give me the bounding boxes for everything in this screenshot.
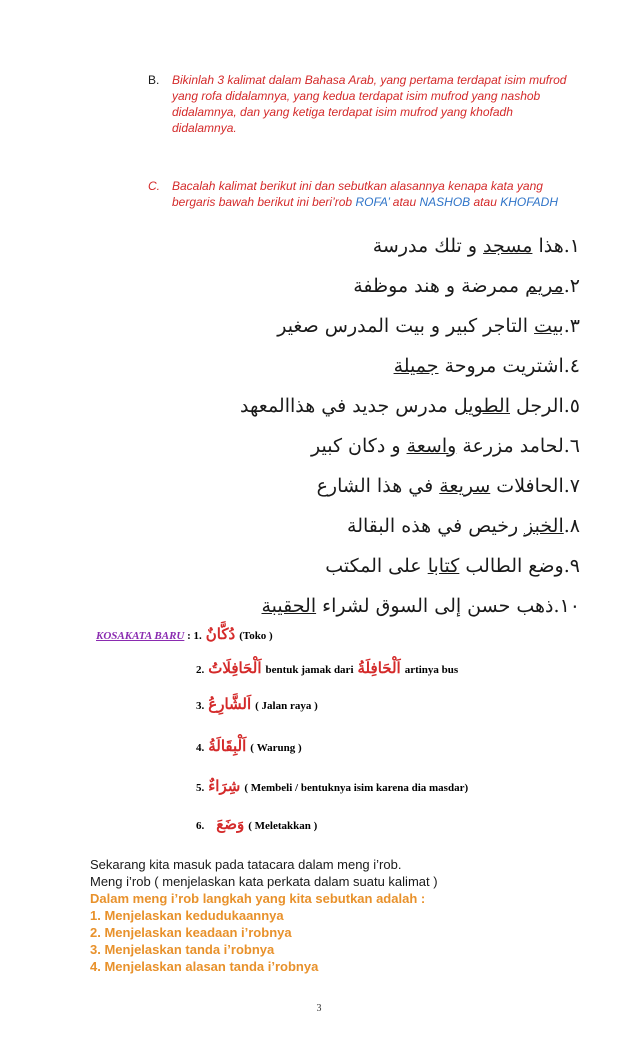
vocab-arabic: اَلشَّارِعُ [208,695,252,713]
vocab-meaning-2: artinya bus [404,664,459,676]
sentence-number: ٣. [563,315,580,337]
sentence-post: ممرضة و هند موظفة [353,275,526,297]
underlined-word: واسعة [406,435,457,457]
sentence-number: ٥. [563,395,580,417]
vocab-num: 6. [196,820,205,832]
vocab-arabic: شِرَاءٌ [208,777,241,795]
instruction-b-text: Bikinlah 3 kalimat dalam Bahasa Arab, yang pertama terdapat isim mufrod yang rofa didalamnya, yang kedua terdapat isim mufrod yang nashob didalamnya, dan yang ketiga terdapat isim mufrod yang khofadh didalamnya. [172,73,567,135]
sentence-post: مدرس جديد في هذاالمعهد [240,395,454,417]
sentence-number: ٨. [563,515,580,537]
sentence-pre: الرجل [510,395,564,417]
sentence-post: في هذا الشارع [316,475,440,497]
sentence-pre: ذهب حسن إلى السوق لشراء [316,595,554,617]
sentence-post: على المكتب [325,555,428,577]
arabic-sentence [100,466,580,506]
underlined-word: مريم [525,275,564,297]
sentence-pre: اشتريت مروحة [438,355,564,377]
sentence-pre: الحافلات [490,475,564,497]
underlined-word: مسجد [483,235,533,257]
instruction-c [148,178,588,210]
irob-intro-line-1: Sekarang kita masuk pada tatacara dalam meng i’rob. [90,857,402,872]
vocab-item [96,622,273,646]
sentence-number: ٦. [563,435,580,457]
vocab-num: 3. [196,700,205,712]
vocab-meaning: ( Membeli / bentuknya isim karena dia masdar) [244,782,469,794]
sentence-number: ٩. [563,555,580,577]
vocab-item [196,656,458,680]
arabic-sentence [100,266,580,306]
instruction-c-text: Bacalah kalimat berikut ini dan sebutkan alasannya kenapa kata yang bergaris bawah berikut ini beri’rob [172,179,543,209]
arabic-sentence [100,346,580,386]
sentence-post: و تلك مدرسة [372,235,484,257]
vocab-num: 2. [196,664,205,676]
atau-2: atau [470,195,501,209]
nashob-term: NASHOB [419,195,471,209]
irob-step: 1. Menjelaskan kedudukaannya [90,908,284,923]
vocab-item [196,734,302,758]
vocab-item [196,692,318,716]
vocab-arabic: اَلْبِقَالَةُ [208,737,247,755]
underlined-word: كتابا [427,555,460,577]
arabic-sentence [100,506,580,546]
sentence-number: ٢. [563,275,580,297]
vocab-meaning: ( Meletakkan ) [248,820,318,832]
instruction-c-label: C. [148,179,160,193]
rofa-term: ROFA’ [355,195,390,209]
sentence-number: ٧. [563,475,580,497]
vocab-arabic: وَضَعَ [216,815,245,833]
vocab-meaning: ( Jalan raya ) [255,700,318,712]
arabic-sentence [100,386,580,426]
vocab-arabic-singular: اَلْحَافِلَةُ [357,659,401,677]
underlined-word: سريعة [439,475,491,497]
vocab-arabic: اَلْحَافِلَاتُ [208,659,262,677]
vocab-colon: : [184,630,194,642]
irob-step: 4. Menjelaskan alasan tanda i’robnya [90,959,319,974]
sentence-post: رخيص في هذه البقالة [347,515,525,537]
underlined-word: الحقيبة [261,595,317,617]
irob-step: 2. Menjelaskan keadaan i’robnya [90,925,292,940]
vocab-num: 1. [193,630,202,642]
underlined-word: جميلة [393,355,439,377]
instruction-b-label: B. [148,73,160,87]
sentence-pre: هذا [532,235,564,257]
sentence-number: ٤. [563,355,580,377]
sentence-post: و دكان كبير [311,435,407,457]
arabic-sentence [100,306,580,346]
vocab-meaning: (Toko ) [239,630,273,642]
underlined-word: الخبز [524,515,564,537]
vocab-meaning: bentuk jamak dari [265,664,354,676]
sentence-pre: لحامد مزرعة [456,435,564,457]
vocab-title: KOSAKATA BARU [96,630,185,642]
irob-section [90,856,570,975]
arabic-sentence [100,546,580,586]
sentence-number: ١. [563,235,580,257]
arabic-sentence [100,426,580,466]
sentence-pre: وضع الطالب [459,555,564,577]
arabic-sentence-list [100,226,580,626]
atau-1: atau [389,195,420,209]
irob-intro-line-2: Meng i’rob ( menjelaskan kata perkata dalam suatu kalimat ) [90,874,438,889]
vocab-num: 4. [196,742,205,754]
vocab-item [196,812,317,836]
vocab-num: 5. [196,782,205,794]
sentence-number: ١٠. [553,595,580,617]
vocab-meaning: ( Warung ) [250,742,302,754]
page-number: 3 [316,1003,322,1014]
arabic-sentence [100,226,580,266]
khofadh-term: KHOFADH [500,195,558,209]
arabic-sentence [100,586,580,626]
underlined-word: الطويل [453,395,510,417]
irob-intro-line-3: Dalam meng i’rob langkah yang kita sebutkan adalah : [90,891,426,906]
underlined-word: بيت [534,315,564,337]
irob-step: 3. Menjelaskan tanda i’robnya [90,942,275,957]
vocab-item [196,774,468,798]
vocab-arabic: دُكَّانٌ [205,625,236,643]
sentence-post: التاجر كبير و بيت المدرس صغير [277,315,535,337]
instruction-b [148,72,568,136]
